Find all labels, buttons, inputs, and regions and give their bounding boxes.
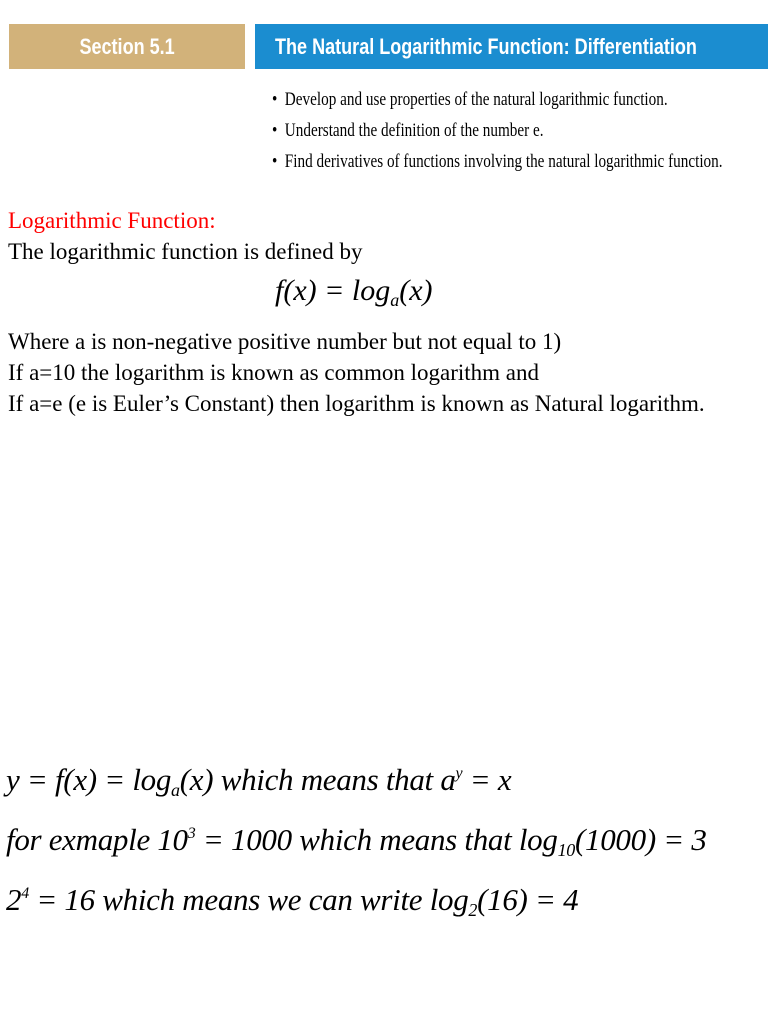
section-label: Section 5.1 <box>79 33 175 59</box>
eq-part: for exmaple 10 <box>6 822 188 857</box>
bullet-icon: • <box>272 151 278 172</box>
explanation-block <box>8 326 748 419</box>
formula-lhs: f(x) = log <box>275 274 391 307</box>
bullet-icon: • <box>272 120 278 141</box>
objective-item <box>272 115 723 146</box>
explanation-line: Where a is non-negative positive number but not equal to 1) <box>8 329 562 354</box>
objective-item <box>272 84 723 115</box>
eq-part: y = f(x) = log <box>6 762 172 797</box>
objective-text: Find derivatives of functions involving the natural logarithmic function. <box>284 151 723 172</box>
explanation-line: If a=10 the logarithm is known as common logarithm and <box>8 360 540 385</box>
equation-definition <box>6 762 511 801</box>
equation-example-1 <box>6 822 707 861</box>
eq-superscript: 3 <box>187 825 196 842</box>
title-box <box>255 24 768 69</box>
eq-superscript: 4 <box>21 885 29 902</box>
eq-subscript: a <box>171 780 180 800</box>
objective-item <box>272 146 723 177</box>
bullet-icon: • <box>272 89 278 110</box>
objectives-list <box>272 84 768 177</box>
equation-example-2 <box>6 882 578 921</box>
section-label-box <box>9 24 245 69</box>
intro-block <box>8 205 748 267</box>
page-title: The Natural Logarithmic Function: Differentiation <box>275 33 697 59</box>
intro-text: The logarithmic function is defined by <box>8 239 363 264</box>
section-heading: Logarithmic Function: <box>8 208 216 233</box>
eq-part: (x) which means that a <box>179 762 456 797</box>
eq-part: = x <box>462 762 512 797</box>
eq-subscript: 10 <box>557 840 575 860</box>
eq-part: (1000) = 3 <box>575 822 707 857</box>
objective-text: Understand the definition of the number e. <box>284 120 544 141</box>
eq-part: 2 <box>6 882 22 917</box>
explanation-line: If a=e (e is Euler’s Constant) then logarithm is known as Natural logarithm. <box>8 391 705 416</box>
eq-part: = 16 which means we can write log <box>28 882 469 917</box>
formula-base: a <box>390 290 400 310</box>
eq-subscript: 2 <box>468 900 478 920</box>
definition-formula <box>275 274 433 311</box>
formula-rhs: (x) <box>399 274 433 307</box>
eq-part: = 1000 which means that log <box>195 822 558 857</box>
eq-superscript: y <box>455 765 463 782</box>
objective-text: Develop and use properties of the natural logarithmic function. <box>284 89 668 110</box>
eq-part: (16) = 4 <box>477 882 579 917</box>
